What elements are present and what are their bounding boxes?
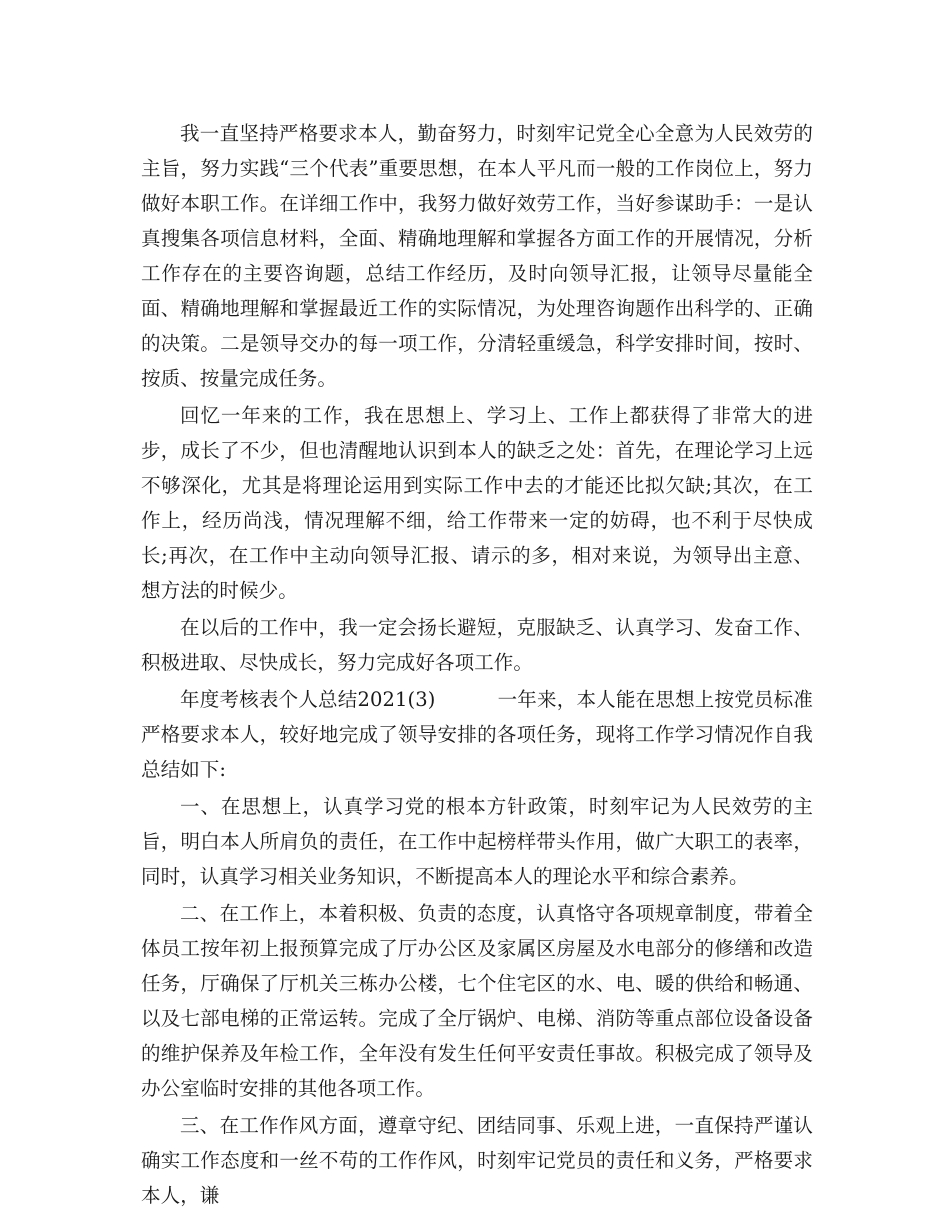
paragraph-service-duty: 我一直坚持严格要求本人，勤奋努力，时刻牢记党全心全意为人民效劳的主旨，努力实践“三个代表”重要思想，在本人平凡而一般的工作岗位上，努力做好本职工作。在详细工作中，我努力做好效劳工作，当好参谋助手：一是认真搜集各项信息材料，全面、精确地理解和掌握各方面工作的开展情况，分析工作存在的主要咨询题，总结工作经历，及时向领导汇报，让领导尽量能全面、精确地理解和掌握最近工作的实际情况，为处理咨询题作出科学的、正确的决策。二是领导交办的每一项工作，分清轻重缓急，科学安排时间，按时、按质、按量完成任务。 bbox=[141, 122, 813, 390]
paragraph-future-plan: 在以后的工作中，我一定会扬长避短，克服缺乏、认真学习、发奋工作、积极进取、尽快成长，努力完成好各项工作。 bbox=[141, 616, 813, 674]
document-body bbox=[141, 116, 813, 1213]
section-heading: 年度考核表个人总结2021(3) bbox=[180, 688, 436, 711]
paragraph-point-thought: 一、在思想上，认真学习党的根本方针政策，时刻牢记为人民效劳的主旨，明白本人所肩负的责任，在工作中起榜样带头作用，做广大职工的表率，同时，认真学习相关业务知识，不断提高本人的理论水平和综合素养。 bbox=[141, 795, 813, 888]
paragraph-section-start bbox=[141, 682, 813, 787]
paragraph-year-review: 回忆一年来的工作，我在思想上、学习上、工作上都获得了非常大的进步，成长了不少，但也清醒地认识到本人的缺乏之处：首先，在理论学习上远不够深化，尤其是将理论运用到实际工作中去的才能还比拟欠缺;其次，在工作上，经历尚浅，情况理解不细，给工作带来一定的妨碍，也不利于尽快成长;再次，在工作中主动向领导汇报、请示的多，相对来说，为领导出主意、想方法的时候少。 bbox=[141, 404, 813, 602]
section-intro: 一年来，本人能在思想上按党员标准严格要求本人，较好地完成了领导安排的各项任务，现将工作学习情况作自我总结如下: bbox=[141, 688, 813, 781]
paragraph-point-style: 三、在工作作风方面，遵章守纪、团结同事、乐观上进，一直保持严谨认确实工作态度和一丝不苟的工作作风，时刻牢记党员的责任和义务，严格要求本人，谦 bbox=[141, 1114, 813, 1207]
paragraph-point-work: 二、在工作上，本着积极、负责的态度，认真恪守各项规章制度，带着全体员工按年初上报预算完成了厅办公区及家属区房屋及水电部分的修缮和改造任务，厅确保了厅机关三栋办公楼，七个住宅区的水、电、暖的供给和畅通、以及七部电梯的正常运转。完成了全厅锅炉、电梯、消防等重点部位设备设备的维护保养及年检工作，全年没有发生任何平安责任事故。积极完成了领导及办公室临时安排的其他各项工作。 bbox=[141, 902, 813, 1100]
